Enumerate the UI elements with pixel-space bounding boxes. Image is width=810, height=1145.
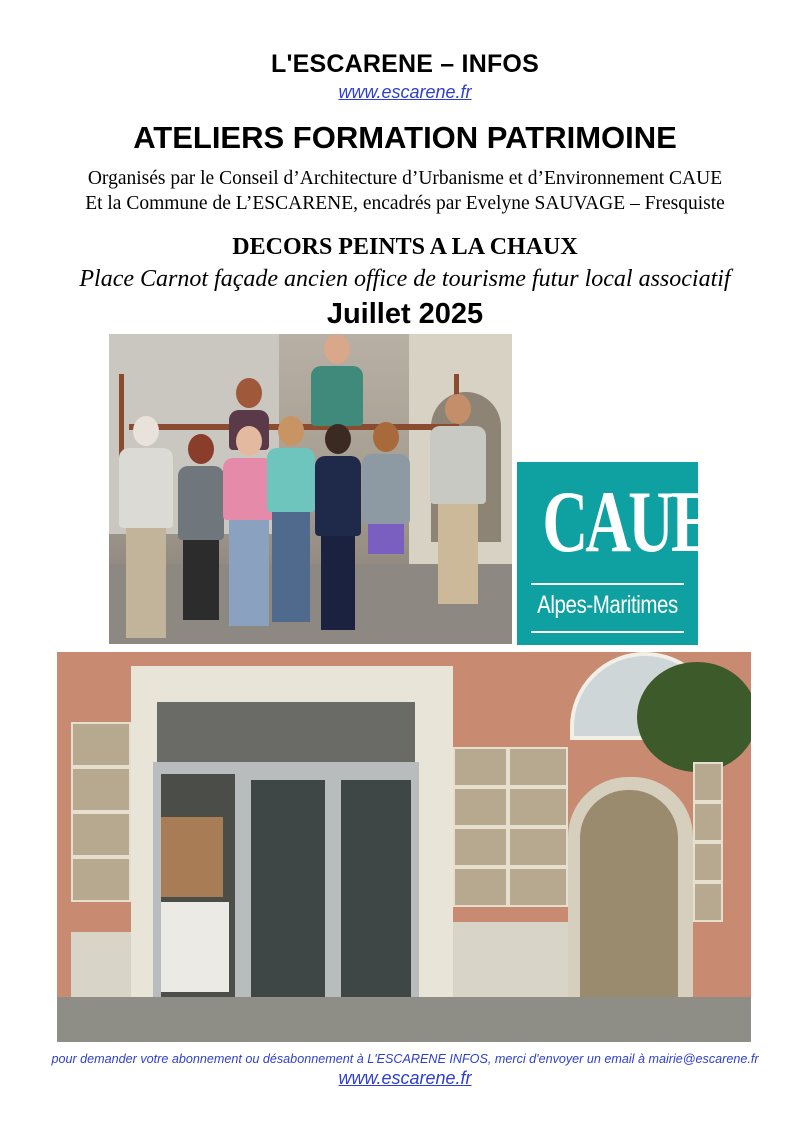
person-figure <box>427 394 489 604</box>
person-figure <box>307 334 367 426</box>
stone-base <box>453 922 568 997</box>
person-figure <box>175 434 227 620</box>
event-date: Juillet 2025 <box>326 298 484 330</box>
stone-block <box>71 812 131 857</box>
stone-block <box>453 787 508 827</box>
transom-window <box>157 702 415 762</box>
stone-block <box>453 747 508 787</box>
website-link-top[interactable]: www.escarene.fr <box>338 82 472 102</box>
group-photo <box>109 334 512 644</box>
stone-block <box>71 857 131 902</box>
stone-block <box>71 767 131 812</box>
stone-block <box>508 787 568 827</box>
stone-block <box>508 867 568 907</box>
tree-foliage <box>637 662 751 772</box>
stone-block <box>508 747 568 787</box>
archway-opening <box>580 790 678 997</box>
door-glass-right <box>341 780 411 1000</box>
logo-divider-top <box>531 583 684 585</box>
caue-logo-region: Alpes-Maritimes <box>537 591 678 619</box>
logo-divider-bottom <box>531 631 684 633</box>
stone-block <box>453 867 508 907</box>
event-subject: DECORS PEINTS A LA CHAUX <box>232 234 578 260</box>
caue-logo <box>517 462 711 645</box>
cardboard-panel <box>161 817 223 897</box>
organizers-line-2: Et la Commune de L’ESCARENE, encadrés par Evelyne SAUVAGE – Fresquiste <box>85 193 725 214</box>
caue-logo-name: CAUE <box>542 474 711 571</box>
stone-block <box>71 722 131 767</box>
pavement <box>57 997 751 1042</box>
door-glass-left <box>251 780 325 1000</box>
person-figure <box>313 424 363 630</box>
person-figure <box>117 416 175 638</box>
stone-block <box>693 882 723 922</box>
stone-base <box>71 932 131 997</box>
stone-block <box>693 842 723 882</box>
subscription-note: pour demander votre abonnement ou désabonnement à L'ESCARENE INFOS, merci d'envoyer un email à mairie@escarene.fr <box>51 1052 759 1066</box>
website-link-bottom[interactable]: www.escarene.fr <box>338 1068 472 1088</box>
publication-title: L'ESCARENE – INFOS <box>271 50 539 78</box>
event-location: Place Carnot façade ancien office de tourisme futur local associatif <box>79 266 731 292</box>
person-figure <box>265 416 317 622</box>
organizers-line-1: Organisés par le Conseil d’Architecture d’Urbanisme et d’Environnement CAUE <box>87 168 723 189</box>
person-figure <box>359 422 413 554</box>
page-title: ATELIERS FORMATION PATRIMOINE <box>133 120 677 155</box>
stone-block <box>508 827 568 867</box>
stone-block <box>453 827 508 867</box>
facade-photo <box>57 652 751 1042</box>
paper-poster <box>161 902 229 992</box>
stone-block <box>693 762 723 802</box>
stone-block <box>693 802 723 842</box>
